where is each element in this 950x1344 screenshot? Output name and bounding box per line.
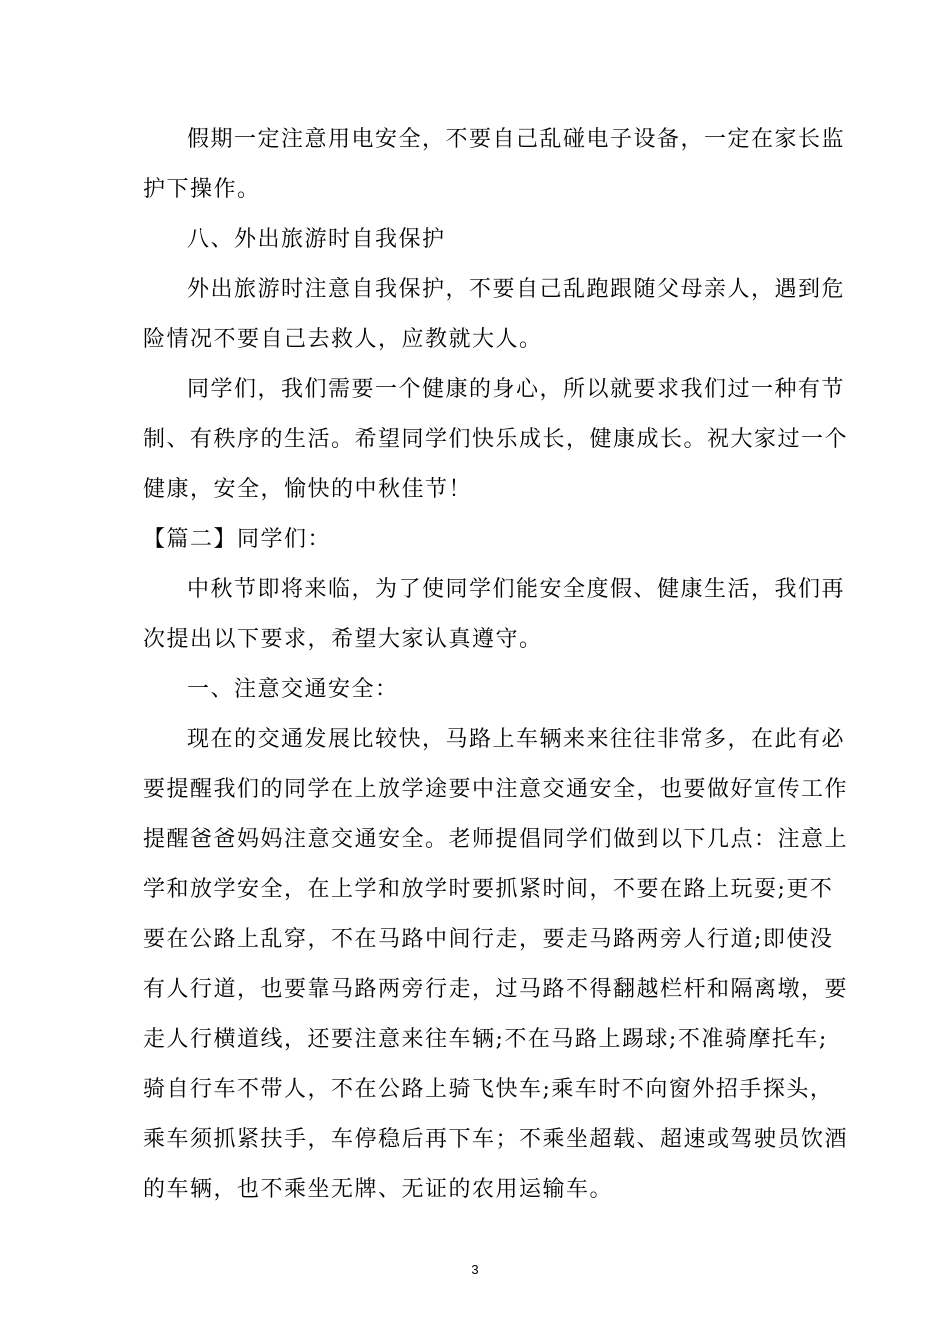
paragraph-line: 走人行横道线，还要注意来往车辆;不在马路上踢球;不准骑摩托车;: [143, 1027, 828, 1052]
section-title: 【篇二】同学们：: [143, 527, 332, 552]
section-heading: 一、注意交通安全：: [187, 677, 399, 702]
section-heading: 八、外出旅游时自我保护: [187, 227, 446, 252]
page-number: 3: [471, 1262, 479, 1277]
paragraph-line: 乘车须抓紧扶手，车停稳后再下车；不乘坐超载、超速或驾驶员饮酒: [143, 1127, 849, 1152]
paragraph-line: 提醒爸爸妈妈注意交通安全。老师提倡同学们做到以下几点：注意上: [143, 827, 849, 852]
paragraph-line: 要在公路上乱穿，不在马路中间行走，要走马路两旁人行道;即使没: [143, 927, 834, 952]
paragraph-line: 护下操作。: [143, 177, 261, 202]
paragraph-line: 中秋节即将来临，为了使同学们能安全度假、健康生活，我们再: [187, 577, 846, 602]
paragraph-line: 假期一定注意用电安全，不要自己乱碰电子设备，一定在家长监: [187, 127, 846, 152]
paragraph-line: 骑自行车不带人，不在公路上骑飞快车;乘车时不向窗外招手探头，: [143, 1077, 834, 1102]
paragraph-line: 制、有秩序的生活。希望同学们快乐成长，健康成长。祝大家过一个: [143, 427, 849, 452]
paragraph-line: 要提醒我们的同学在上放学途要中注意交通安全，也要做好宣传工作: [143, 777, 849, 802]
paragraph-line: 学和放学安全，在上学和放学时要抓紧时间，不要在路上玩耍;更不: [143, 877, 834, 902]
paragraph-line: 同学们，我们需要一个健康的身心，所以就要求我们过一种有节: [187, 377, 846, 402]
paragraph-line: 健康，安全，愉快的中秋佳节！: [143, 477, 473, 502]
paragraph-line: 次提出以下要求，希望大家认真遵守。: [143, 627, 543, 652]
paragraph-line: 外出旅游时注意自我保护，不要自己乱跑跟随父母亲人，遇到危: [187, 277, 846, 302]
paragraph-line: 险情况不要自己去救人，应教就大人。: [143, 327, 543, 352]
paragraph-line: 现在的交通发展比较快，马路上车辆来来往往非常多，在此有必: [187, 727, 846, 752]
paragraph-line: 有人行道，也要靠马路两旁行走，过马路不得翻越栏杆和隔离墩，要: [143, 977, 849, 1002]
paragraph-line: 的车辆，也不乘坐无牌、无证的农用运输车。: [143, 1177, 614, 1202]
